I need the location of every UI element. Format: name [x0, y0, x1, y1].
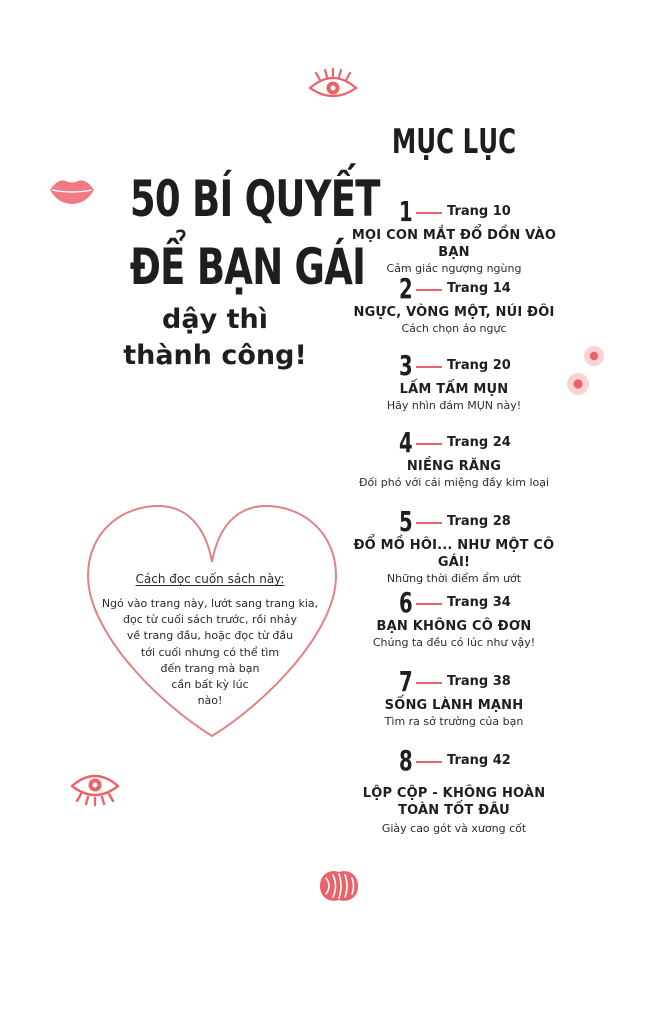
toc-entry-title: MỌI CON MẮT ĐỔ DỒN VÀO BẠN [351, 228, 557, 260]
toc-entry-page: Trang 42 [447, 753, 511, 768]
reading-guide-title: Cách đọc cuốn sách này: [135, 572, 285, 586]
toc-entry-number: 1 [399, 195, 413, 228]
toc-entry-number: 7 [399, 665, 413, 698]
toc-dash [416, 366, 442, 368]
toc-dash [416, 443, 442, 445]
toc-entry-title: LỘP CỘP - KHÔNG HOÀN TOÀN TỐT ĐÂU [362, 786, 546, 818]
toc-dash [416, 212, 442, 214]
toc-entry-4[interactable] [340, 428, 568, 491]
lips-icon [48, 176, 96, 206]
title-line-2: ĐỂ BẠN GÁI [129, 238, 366, 296]
toc-entry-subtitle: Những thời điểm ẩm ướt [386, 572, 522, 585]
toc-entry-subtitle: Đối phó với cái miệng đầy kim loại [358, 476, 550, 489]
reading-guide-line: đến trang mà bạn [160, 661, 260, 675]
eye-icon [306, 68, 360, 104]
toc-entry-page: Trang 10 [447, 204, 511, 219]
toc-heading: MỤC LỤC [391, 122, 517, 162]
toc-entry-subtitle: Tìm ra sở trường của bạn [384, 715, 524, 728]
toc-dash [416, 761, 442, 763]
toc-entry-page: Trang 20 [447, 358, 511, 373]
toc-entry-title: BẠN KHÔNG CÔ ĐƠN [376, 619, 532, 634]
toc-entry-subtitle: Cảm giác ngượng ngùng [386, 262, 522, 275]
reading-guide-line: nào! [197, 694, 223, 708]
reading-guide-line: Ngó vào trang này, lướt sang trang kia, [101, 597, 319, 610]
toc-entry-5[interactable] [340, 507, 568, 587]
title-line-1: 50 BÍ QUYẾT [129, 170, 380, 228]
reading-guide-line: đọc từ cuối sách trước, rồi nhảy [123, 613, 297, 627]
reading-guide-line: về trang đầu, hoặc đọc từ đầu [126, 629, 294, 643]
eye-icon [68, 768, 122, 808]
toc-entry-number: 6 [399, 586, 413, 619]
toc-entry-7[interactable] [340, 667, 568, 730]
toc-entry-page: Trang 14 [447, 281, 511, 296]
reading-guide-line: tới cuối nhưng có thể tìm [140, 645, 280, 659]
toc-entry-title: NGỰC, VÒNG MỘT, NÚI ĐÔI [353, 305, 555, 320]
toc-entry-subtitle: Giày cao gót và xương cốt [381, 822, 527, 835]
toc-entry-subtitle: Hãy nhìn đám MỤN này! [386, 399, 522, 412]
shell-icon [316, 866, 362, 906]
toc-entry-8[interactable] [340, 746, 568, 837]
toc-entry-number: 4 [399, 426, 413, 459]
toc-dash [416, 289, 442, 291]
pimple-icon [583, 345, 605, 367]
toc-entry-title: ĐỔ MỒ HÔI... NHƯ MỘT CÔ GÁI! [353, 538, 555, 570]
reading-guide-line: cần bất kỳ lúc [171, 678, 249, 692]
title-line-4: thành công! [123, 340, 307, 371]
toc-entry-2[interactable] [340, 274, 568, 337]
toc-entry-number: 2 [399, 272, 413, 305]
toc-entry-page: Trang 28 [447, 514, 511, 529]
toc-entry-6[interactable] [340, 588, 568, 651]
toc-entry-subtitle: Cách chọn áo ngực [401, 322, 507, 335]
toc-entry-1[interactable] [340, 197, 568, 277]
toc-entry-number: 8 [399, 744, 413, 777]
toc-entry-subtitle: Chúng ta đều có lúc như vậy! [372, 636, 536, 649]
toc-entry-title: NIỀNG RĂNG [406, 459, 502, 474]
reading-guide-body [95, 596, 325, 709]
title-line-3: dậy thì [162, 304, 268, 335]
toc-entry-number: 3 [399, 349, 413, 382]
toc-entry-number: 5 [399, 505, 413, 538]
pimple-icon [566, 372, 590, 396]
toc-dash [416, 522, 442, 524]
toc-dash [416, 603, 442, 605]
toc-entry-page: Trang 38 [447, 674, 511, 689]
toc-entry-title: SỐNG LÀNH MẠNH [384, 698, 524, 713]
toc-entry-page: Trang 34 [447, 595, 511, 610]
toc-entry-3[interactable] [340, 351, 568, 414]
toc-entry-title: LẤM TẤM MỤN [399, 382, 509, 397]
toc-dash [416, 682, 442, 684]
toc-entry-page: Trang 24 [447, 435, 511, 450]
